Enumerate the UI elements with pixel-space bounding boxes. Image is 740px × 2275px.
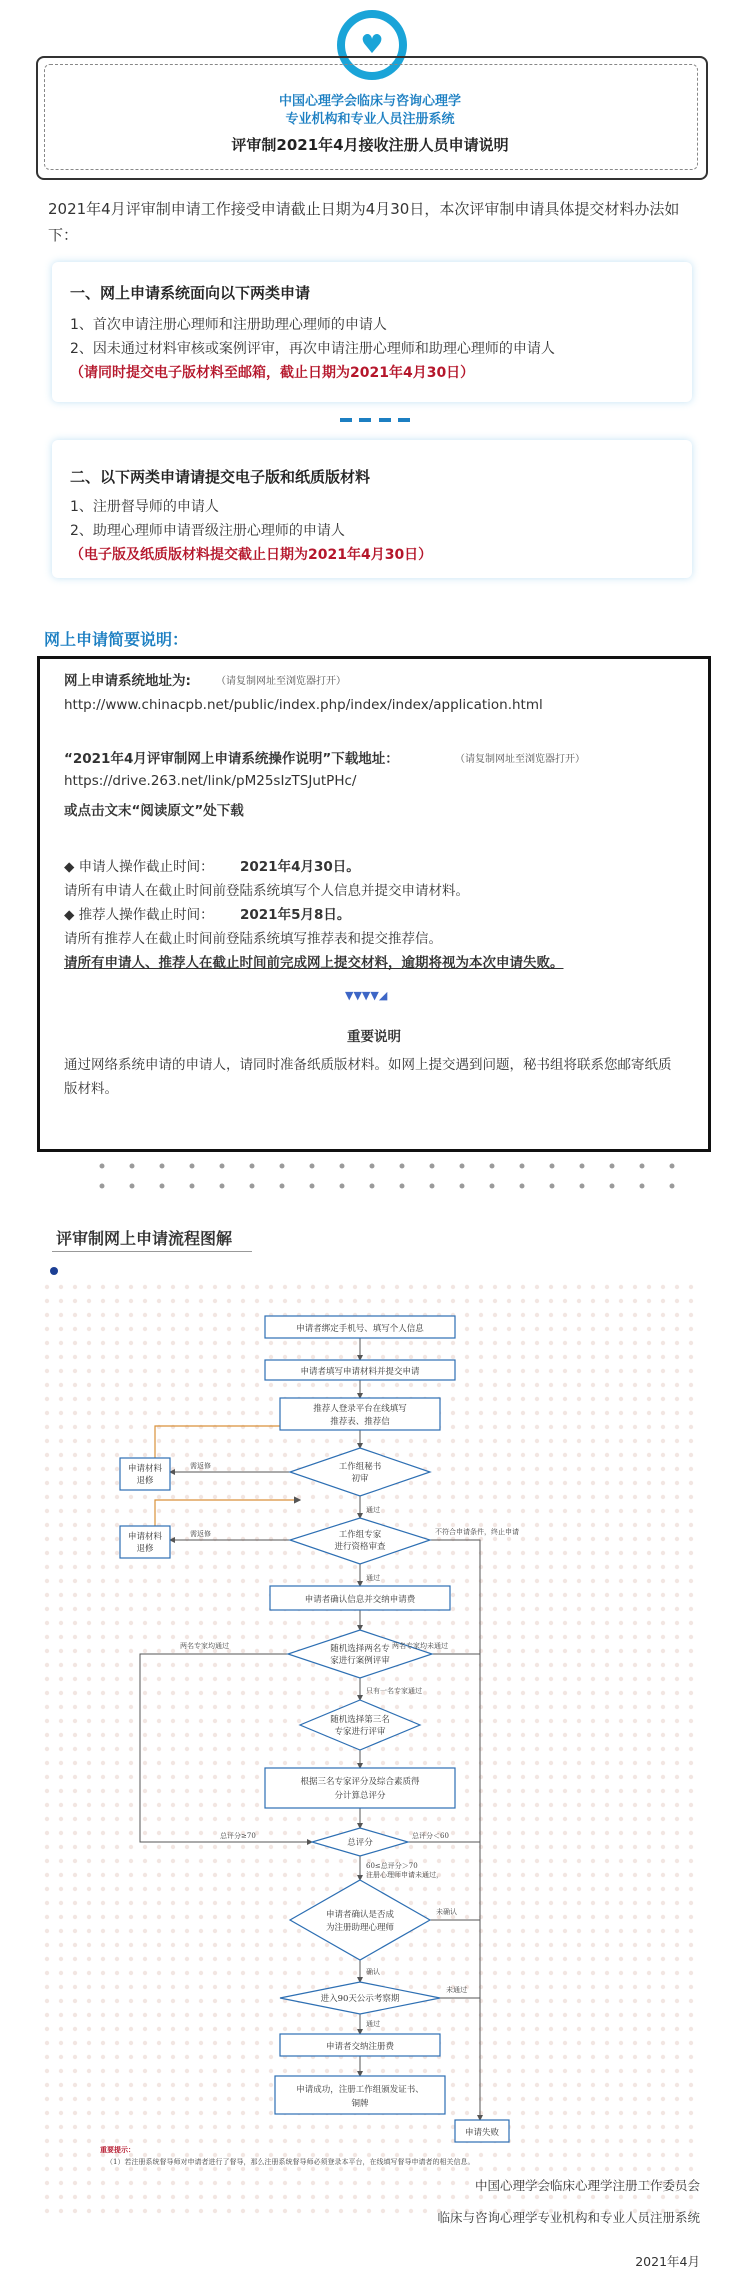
node-success-text-1: 申请成功，注册工作组颁发证书、 — [296, 2085, 424, 2095]
label-pass-2: 通过 — [366, 1574, 380, 1582]
decision-third-expert-text-1: 随机选择第三名 — [330, 1715, 390, 1725]
node-revise-2-text-2: 退修 — [136, 1544, 154, 1554]
decision-secretary-text-2: 初审 — [351, 1474, 369, 1484]
decision-secretary-text-1: 工作组秘书 — [338, 1462, 382, 1472]
guide-download-label: “2021年4月评审制网上申请系统操作说明”下载地址： — [64, 751, 399, 767]
section-divider — [340, 418, 410, 422]
label-not-confirm: 未确认 — [436, 1908, 457, 1916]
card1-deadline-note: （请同时提交电子版材料至邮箱，截止日期为2021年4月30日） — [70, 365, 475, 381]
card2-deadline-note: （电子版及纸质版材料提交截止日期为2021年4月30日） — [70, 547, 433, 563]
logo-icon: ♥ — [337, 10, 407, 80]
decision-publicity-text: 进入90天公示考察期 — [320, 1994, 400, 2004]
system-address-label: 网上申请系统地址为: — [64, 673, 191, 689]
node-total-score-text-2: 分计算总评分 — [334, 1791, 386, 1801]
card1-item-2: 2、因未通过材料审核或案例评审，再次申请注册心理师和助理心理师的申请人 — [70, 341, 555, 357]
card-paper-application — [52, 440, 692, 578]
recommender-deadline-label: ◆ 推荐人操作截止时间： — [64, 907, 214, 923]
label-confirm: 确认 — [366, 1968, 380, 1976]
label-both-pass: 两名专家均通过 — [180, 1642, 229, 1650]
read-original-hint: 或点击文末“阅读原文”处下载 — [64, 803, 244, 819]
node-total-score-text-1: 根据三名专家评分及综合素质得 — [300, 1777, 420, 1787]
node-recommender-text-1: 推荐人登录平台在线填写 — [313, 1404, 407, 1414]
label-score-low: 总评分＜60 — [412, 1832, 449, 1840]
flow-note-title: 重要提示： — [100, 2145, 135, 2154]
label-one-pass: 只有一名专家通过 — [366, 1687, 422, 1695]
footer-date: 2021年4月 — [635, 2254, 700, 2269]
org-name-line1: 中国心理学会临床与咨询心理学 — [278, 94, 461, 109]
flow-section-title: 评审制网上申请流程图解 — [56, 1229, 233, 1248]
decision-third-expert-text-2: 专家进行评审 — [334, 1727, 386, 1737]
label-pass-1: 通过 — [366, 1506, 380, 1514]
node-total-score — [265, 1768, 455, 1808]
node-register-profile-text: 申请者绑定手机号、填写个人信息 — [296, 1324, 424, 1334]
label-score-mid-1: 60≤总评分＞70 — [366, 1862, 418, 1870]
guide-url-link[interactable]: https://drive.263.net/link/pM25sIzTSJutPHc/ — [64, 773, 357, 789]
card2-title: 二、以下两类申请请提交电子版和纸质版材料 — [70, 468, 371, 486]
bullet-dot-icon — [50, 1267, 58, 1275]
decision-assistant-text-2: 为注册助理心理师 — [325, 1923, 395, 1933]
recommender-deadline-note: 请所有推荐人在截止时间前登陆系统填写推荐表和提交推荐信。 — [64, 931, 442, 947]
card1-item-1: 1、首次申请注册心理师和注册助理心理师的申请人 — [70, 317, 387, 333]
card1-title: 一、网上申请系统面向以下两类申请 — [70, 284, 311, 302]
online-info-box — [37, 656, 711, 1152]
decision-two-experts-text-2: 家进行案例评审 — [330, 1656, 390, 1666]
label-score-mid-2: 注册心理师申请未通过， — [366, 1871, 443, 1879]
applicant-deadline-label: ◆ 申请人操作截止时间： — [64, 859, 214, 875]
label-needs-fix-2: 需返修 — [190, 1530, 211, 1538]
node-revise-2-text-1: 申请材料 — [127, 1532, 163, 1542]
label-not-meet-criteria: 不符合申请条件，终止申请 — [435, 1528, 519, 1536]
card2-item-2: 2、助理心理师申请晋级注册心理师的申请人 — [70, 523, 345, 539]
card2-item-1: 1、注册督导师的申请人 — [70, 499, 219, 515]
node-submit-materials-text: 申请者填写申请材料并提交申请 — [300, 1367, 420, 1377]
label-not-pass: 未通过 — [446, 1986, 467, 1994]
node-pay-fee-text: 申请者确认信息并交纳申请费 — [304, 1595, 416, 1605]
applicant-deadline-date: 2021年4月30日。 — [240, 859, 360, 875]
node-fail-text: 申请失败 — [464, 2128, 500, 2138]
flow-title-underline — [52, 1251, 252, 1252]
online-section-heading: 网上申请简要说明： — [44, 630, 189, 649]
label-both-fail: 两名专家均未通过 — [392, 1642, 448, 1650]
decision-assistant-text-1: 申请者确认是否成 — [325, 1910, 395, 1920]
late-submission-warning: 请所有申请人、推荐人在截止时间前完成网上提交材料，逾期将视为本次申请失败。 — [64, 955, 564, 971]
important-text: 通过网络系统申请的申请人，请同时准备纸质版材料。如网上提交遇到问题，秘书组将联系您邮寄纸质版材料。 — [64, 1057, 672, 1097]
label-needs-fix-1: 需返修 — [190, 1462, 211, 1470]
footer-committee: 中国心理学会临床心理学注册工作委员会 — [474, 2178, 700, 2193]
guide-download-hint: （请复制网址至浏览器打开） — [455, 754, 585, 765]
decision-two-experts-text-1: 随机选择两名专 — [330, 1644, 390, 1654]
decision-expert-text-1: 工作组专家 — [338, 1530, 382, 1540]
triangle-divider-icon: ▼▼▼▼◢ — [345, 989, 388, 1002]
flow-note-text: （1）若注册系统督导师对申请者进行了督导，那么注册系统督导师必须登录本平台，在线填写督导申请者的相关信息。 — [106, 2158, 475, 2166]
label-score-high: 总评分≥70 — [220, 1832, 256, 1840]
important-title: 重要说明 — [347, 1029, 401, 1045]
applicant-deadline-note: 请所有申请人在截止时间前登陆系统填写个人信息并提交申请材料。 — [64, 883, 469, 899]
card-online-application — [52, 262, 692, 402]
intro-text: 2021年4月评审制申请工作接受申请截止日期为4月30日，本次评审制申请具体提交材料办法如下： — [48, 200, 680, 244]
label-pass-3: 通过 — [366, 2020, 380, 2028]
node-success-text-2: 铜牌 — [351, 2099, 369, 2109]
page-title: 评审制2021年4月接收注册人员申请说明 — [231, 136, 509, 154]
node-revise-1-text-2: 退修 — [136, 1476, 154, 1486]
decision-expert-text-2: 进行资格审查 — [334, 1542, 386, 1552]
node-recommender-text-2: 推荐表、推荐信 — [330, 1417, 390, 1427]
system-url-link[interactable]: http://www.chinacpb.net/public/index.php/index/index/application.html — [64, 697, 543, 713]
footer-system: 临床与咨询心理学专业机构和专业人员注册系统 — [437, 2210, 700, 2225]
node-revise-1-text-1: 申请材料 — [127, 1464, 163, 1474]
application-flowchart — [40, 1280, 700, 2220]
system-address-hint: （请复制网址至浏览器打开） — [216, 676, 346, 687]
node-pay-registration-fee-text: 申请者交纳注册费 — [325, 2042, 395, 2052]
decision-score-text: 总评分 — [347, 1838, 373, 1848]
org-name-line2: 专业机构和专业人员注册系统 — [285, 112, 455, 127]
dot-pattern-divider — [96, 1160, 696, 1200]
recommender-deadline-date: 2021年5月8日。 — [240, 907, 351, 923]
